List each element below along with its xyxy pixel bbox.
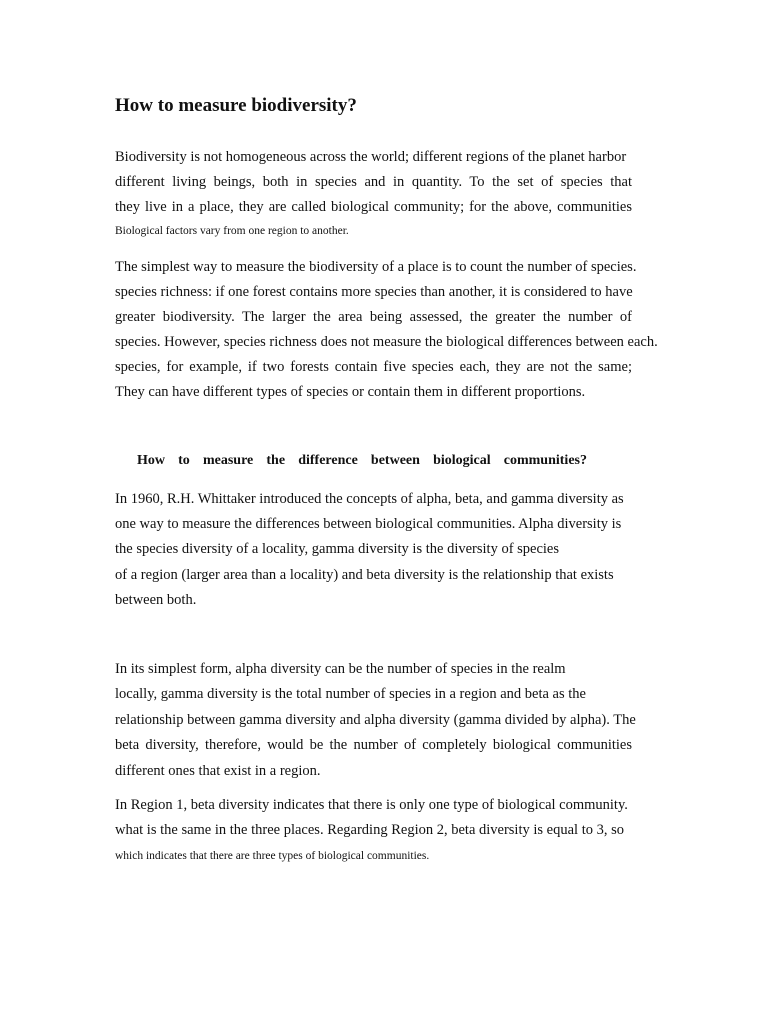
paragraph-3-line-2: one way to measure the differences between biological communities. Alpha diversity is: [115, 516, 622, 532]
paragraph-5-line-2: what is the same in the three places. Regarding Region 2, beta diversity is equal to 3, so: [115, 822, 624, 838]
paragraph-3-line-5: between both.: [115, 592, 197, 608]
paragraph-2-line-3: greater biodiversity. The larger the area being assessed, the greater the number of: [115, 309, 632, 325]
paragraph-2-line-2: species richness: if one forest contains more species than another, it is considered to have: [115, 284, 633, 300]
paragraph-1-line-4: Biological factors vary from one region to another.: [115, 225, 349, 237]
paragraph-5-line-1: In Region 1, beta diversity indicates that there is only one type of biological community.: [115, 797, 628, 813]
paragraph-3-line-4: of a region (larger area than a locality) and beta diversity is the relationship that exists: [115, 567, 614, 583]
paragraph-1-line-3: they live in a place, they are called biological community; for the above, communities: [115, 199, 632, 215]
section-subheading: How to measure the difference between biological communities?: [137, 453, 587, 468]
paragraph-3-line-3: the species diversity of a locality, gamma diversity is the diversity of species: [115, 541, 560, 557]
paragraph-3-line-1: In 1960, R.H. Whittaker introduced the concepts of alpha, beta, and gamma diversity as: [115, 491, 624, 507]
paragraph-2-line-5: species, for example, if two forests contain five species each, they are not the same;: [115, 359, 632, 375]
paragraph-1-line-2: different living beings, both in species and in quantity. To the set of species that: [115, 174, 632, 190]
paragraph-5-line-3: which indicates that there are three types of biological communities.: [115, 850, 430, 862]
paragraph-4-line-3: relationship between gamma diversity and alpha diversity (gamma divided by alpha). The: [115, 712, 636, 728]
paragraph-4-line-1: In its simplest form, alpha diversity can be the number of species in the realm: [115, 661, 566, 677]
page-title: How to measure biodiversity?: [115, 95, 357, 116]
paragraph-2-line-6: They can have different types of species or contain them in different proportions.: [115, 384, 586, 400]
paragraph-4-line-5: different ones that exist in a region.: [115, 763, 321, 779]
paragraph-4-line-2: locally, gamma diversity is the total number of species in a region and beta as the: [115, 686, 586, 702]
paragraph-1-line-1: Biodiversity is not homogeneous across the world; different regions of the planet harbor: [115, 149, 627, 165]
paragraph-2-line-1: The simplest way to measure the biodiversity of a place is to count the number of species.: [115, 259, 637, 275]
paragraph-4-line-4: beta diversity, therefore, would be the number of completely biological communities: [115, 737, 632, 753]
paragraph-2-line-4: species. However, species richness does not measure the biological differences between each.: [115, 334, 658, 350]
